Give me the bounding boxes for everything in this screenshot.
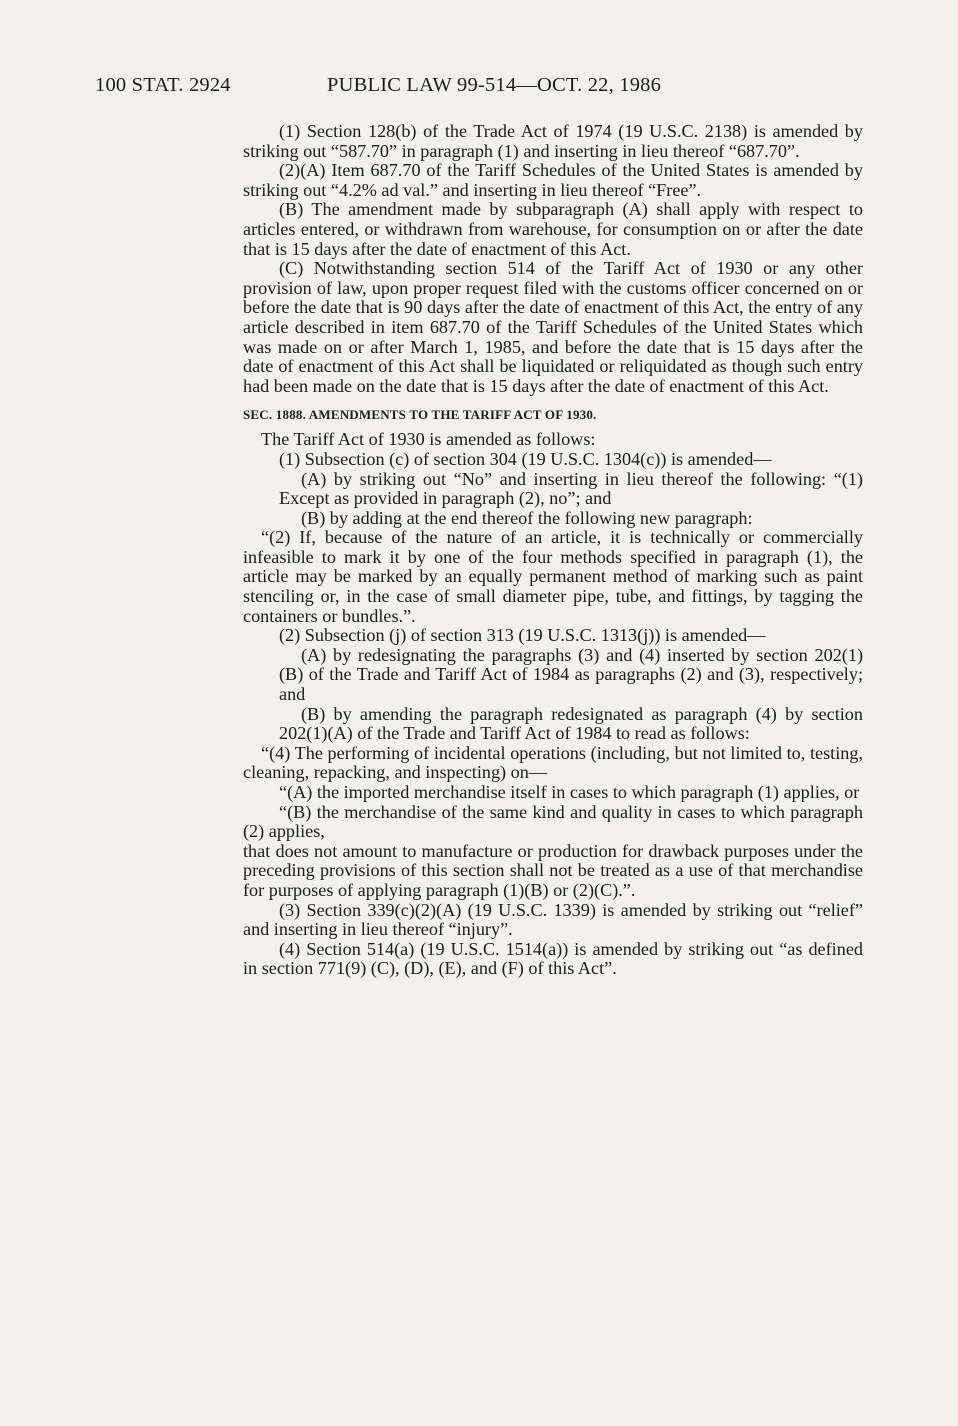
paragraph: (2)(A) Item 687.70 of the Tariff Schedules of the United States is amended by striking out “4.2% ad val.” and inserting in lieu thereof “Free”. xyxy=(243,160,863,200)
paragraph: (A) by redesignating the paragraphs (3) and (4) inserted by section 202(1)(B) of the Trade and Tariff Act of 1984 as paragraphs (2) and (3), respectively; and xyxy=(279,644,863,705)
quoted-paragraph: “(2) If, because of the nature of an article, it is technically or commercially infeasible to mark it by one of the four methods specified in paragraph (1), the article may be marked by an equally permanent method of marking such as paint stenciling or, in the case of small diameter pipe, tube, and fittings, by tagging the containers or bundles.”. xyxy=(243,527,863,626)
paragraph: (4) Section 514(a) (19 U.S.C. 1514(a)) is amended by striking out “as defined in section 771(9) (C), (D), (E), and (F) of this Act”. xyxy=(243,938,863,979)
quoted-paragraph: “(A) the imported merchandise itself in cases to which paragraph (1) applies, or xyxy=(279,782,860,802)
page-title: PUBLIC LAW 99-514—OCT. 22, 1986 xyxy=(327,74,662,96)
quoted-paragraph: “(B) the merchandise of the same kind and quality in cases to which paragraph (2) applies, xyxy=(243,801,863,842)
paragraph: (3) Section 339(c)(2)(A) (19 U.S.C. 1339) is amended by striking out “relief” and inserting in lieu thereof “injury”. xyxy=(243,899,863,940)
paragraph: (B) by adding at the end thereof the following new paragraph: xyxy=(301,507,753,528)
section-heading: SEC. 1888. AMENDMENTS TO THE TARIFF ACT OF 1930. xyxy=(243,407,597,423)
paragraph: (B) by amending the paragraph redesignated as paragraph (4) by section 202(1)(A) of the Trade and Tariff Act of 1984 to read as follows: xyxy=(279,703,863,744)
paragraph: (1) Section 128(b) of the Trade Act of 1974 (19 U.S.C. 2138) is amended by striking out “587.70” in paragraph (1) and inserting in lieu thereof “687.70”. xyxy=(243,121,863,161)
paragraph: (C) Notwithstanding section 514 of the Tariff Act of 1930 or any other provision of law, upon proper request filed with the customs officer concerned on or before the date that is 90 days after the date of enactment of this Act, the entry of any article described in item 687.70 of the Tariff Schedules of the United States which was made on or after March 1, 1985, and before the date that is 15 days after the date of enactment of this Act shall be liquidated or reliquidated as though such entry had been made on the date that is 15 days after the date of enactment of this Act. xyxy=(243,258,863,396)
page-number: 100 STAT. 2924 xyxy=(95,74,231,96)
paragraph: The Tariff Act of 1930 is amended as follows: xyxy=(261,429,596,450)
document-body xyxy=(243,122,863,979)
paragraph: (A) by striking out “No” and inserting in lieu thereof the following: “(1) Except as provided in paragraph (2), no”; and xyxy=(279,468,863,509)
paragraph: (2) Subsection (j) of section 313 (19 U.S.C. 1313(j)) is amended— xyxy=(279,625,766,646)
page-header xyxy=(95,74,755,102)
quoted-paragraph: “(4) The performing of incidental operations (including, but not limited to, testing, cleaning, repacking, and inspecting) on— xyxy=(243,742,863,783)
paragraph: that does not amount to manufacture or production for drawback purposes under the preceding provisions of this section shall not be treated as a use of that merchandise for purposes of applying paragraph (1)(B) or (2)(C).”. xyxy=(243,840,863,900)
paragraph: (B) The amendment made by subparagraph (A) shall apply with respect to articles entered, or withdrawn from warehouse, for consumption on or after the date that is 15 days after the date of enactment of this Act. xyxy=(243,199,863,259)
paragraph: (1) Subsection (c) of section 304 (19 U.S.C. 1304(c)) is amended— xyxy=(279,448,772,469)
